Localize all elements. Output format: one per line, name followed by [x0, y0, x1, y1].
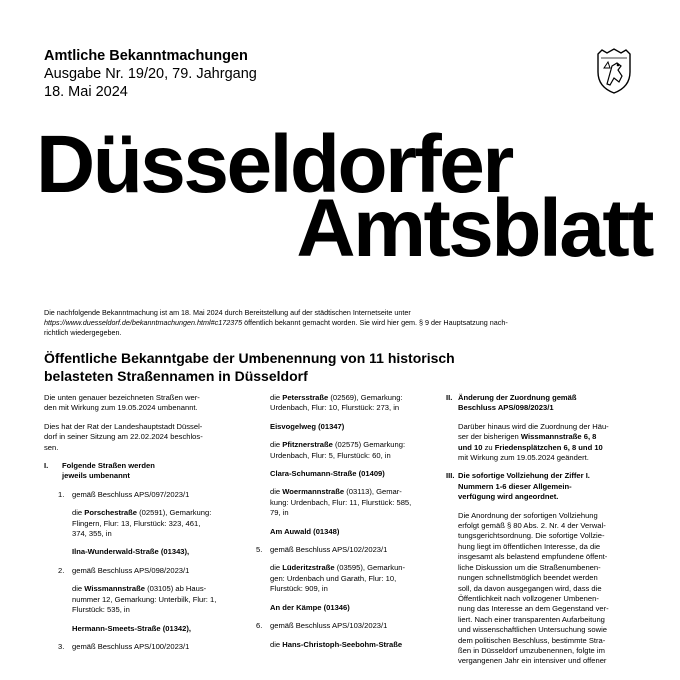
bekanntmachungen-link[interactable]: https://www.duesseldorf.de/bekanntmachungen.html#c172375 — [44, 318, 243, 327]
issue-number: Ausgabe Nr. 19/20, 79. Jahrgang — [44, 66, 257, 82]
intro-line-1: Die nachfolgende Bekanntmachung ist am 18. Mai 2024 durch Bereitstellung auf der städtischen Internetseite unter — [44, 308, 411, 317]
new-street-name: Hermann-Smeets-Straße (01342), — [72, 623, 192, 633]
announcement-headline: Öffentliche Bekanntgabe der Umbenennung von 11 historisch belasteten Straßennamen in Düsseldorf — [44, 350, 455, 384]
street-detail: die Lüderitzstraße (03595), Gemarkun- gen: Urdenbach und Garath, Flur: 10, Flurstück: 909, in — [270, 563, 406, 594]
street-detail: die Porschestraße (02591), Gemarkung: Flingern, Flur: 13, Flurstück: 323, 461, 374, 355, in — [72, 508, 212, 539]
list-item: 1. gemäß Beschluss APS/097/2023/1 — [58, 489, 190, 499]
intro-note — [44, 308, 644, 338]
issue-date: 18. Mai 2024 — [44, 84, 128, 100]
text-column-2 — [256, 393, 438, 658]
street-detail: die Petersstraße (02569), Gemarkung: Urdenbach, Flur: 10, Flurstück: 273, in — [270, 393, 403, 413]
new-street-name: Ilna-Wunderwald-Straße (01343), — [72, 547, 190, 557]
city-coat-of-arms-icon — [594, 48, 634, 94]
intro-line-3: richtlich wiedergegeben. — [44, 328, 122, 337]
text-column-3 — [446, 393, 636, 675]
section-heading-2: II. Änderung der Zuordnung gemäß Beschluss APS/098/2023/1 — [446, 393, 577, 413]
new-street-name: Eisvogelweg (01347) — [270, 421, 345, 431]
header-title: Amtliche Bekanntmachungen — [44, 48, 248, 64]
street-detail: die Wissmannstraße (03105) ab Haus- nummer 12, Gemarkung: Unterbilk, Flur: 1, Flurstück: 535, in — [72, 584, 217, 615]
masthead-line-2: Amtsblatt — [296, 183, 652, 274]
paragraph: Die unten genauer bezeichneten Straßen wer- den mit Wirkung zum 19.05.2024 umbenannt. — [44, 393, 200, 413]
paragraph: Darüber hinaus wird die Zuordnung der Häu- ser der bisherigen Wissmannstraße 6, 8 und 10 zu Friedensplätzchen 6, 8 und 10 mit Wirkung zum 19.05.2024 geändert. — [458, 421, 609, 463]
street-detail: die Hans-Christoph-Seebohm-Straße — [270, 639, 403, 649]
list-item: 2. gemäß Beschluss APS/098/2023/1 — [58, 565, 190, 575]
new-street-name: An der Kämpe (01346) — [270, 602, 350, 612]
new-street-name: Am Auwald (01348) — [270, 526, 340, 536]
list-item: 5. gemäß Beschluss APS/102/2023/1 — [256, 545, 388, 555]
document-header — [44, 47, 257, 101]
section-heading-3: III. Die sofortige Vollziehung der Ziffer I. Nummern 1-6 dieser Allgemein- verfügung wird angeordnet. — [446, 471, 590, 502]
paragraph: Dies hat der Rat der Landeshauptstadt Düssel- dorf in seiner Sitzung am 22.02.2024 beschlos- sen. — [44, 421, 203, 452]
section-heading-1: I. Folgende Straßen werden jeweils umbenannt — [44, 461, 155, 481]
intro-line-2: https://www.duesseldorf.de/bekanntmachungen.html#c172375 öffentlich bekannt gemacht worden. Sie wird hier gem. § 9 der Hauptsatzung nach- — [44, 318, 508, 327]
list-item: 3. gemäß Beschluss APS/100/2023/1 — [58, 641, 190, 651]
street-detail: die Woermannstraße (03113), Gemar- kung: Urdenbach, Flur: 11, Flurstück: 585, 79, in — [270, 487, 412, 518]
masthead-line-1: Düsseldorfer — [36, 119, 512, 210]
text-column-1 — [44, 393, 256, 660]
paragraph: Die Anordnung der sofortigen Vollziehung erfolgt gemäß § 80 Abs. 2. Nr. 4 der Verwal- tungsgerichtsordnung. Die sofortige Vollzie- hung liegt im öffentlichen Interesse, da die insgesamt als belastend empfundene öffent- liche Diskussion um die Straßenumbenen- nungen schnellstmöglich beendet werden soll, da davon ausgegangen wird, dass die Öffentlichkeit nach vollzogener Umbenen- nung das Interesse an dem Gegenstand ver- liert. Nach einer transparenten Aufarbeitung und wissenschaftlichen Untersuchung sowie dem politischen Beschluss, bestimmte Stra- ßen in Düsseldorf umzubenennen, folgte im vergangenen Jahr ein intensiver und offener — [458, 510, 609, 666]
list-item: 6. gemäß Beschluss APS/103/2023/1 — [256, 621, 388, 631]
new-street-name: Clara-Schumann-Straße (01409) — [270, 469, 385, 479]
street-detail: die Pfitznerstraße (02575) Gemarkung: Urdenbach, Flur: 5, Flurstück: 60, in — [270, 440, 406, 460]
